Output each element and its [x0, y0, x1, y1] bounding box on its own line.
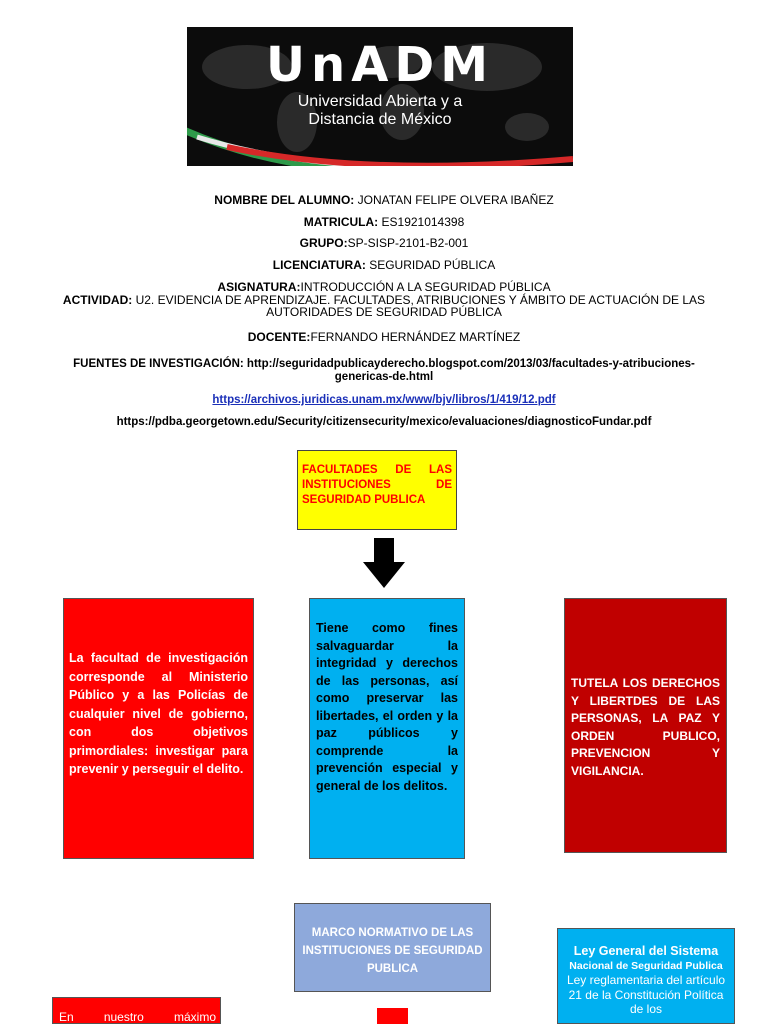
docente-value: FERNANDO HERNÁNDEZ MARTÍNEZ [310, 330, 521, 344]
ley-body: Ley reglamentaria del artículo 21 de la Constitución Política de los [566, 973, 726, 1016]
logo-subtitle-line2: Distancia de México [308, 111, 452, 128]
grupo-line [0, 236, 768, 250]
student-name-value: JONATAN FELIPE OLVERA IBAÑEZ [354, 193, 554, 207]
docente-line [0, 330, 768, 344]
facultades-title-box: FACULTADES DE LAS INSTITUCIONES DE SEGURIDAD PUBLICA [297, 450, 457, 530]
matricula-label: MATRICULA: [303, 215, 379, 229]
grupo-value: SP-SISP-2101-B2-001 [347, 236, 469, 250]
actividad-label: ACTIVIDAD: [62, 293, 133, 307]
asignatura-label: ASIGNATURA: [217, 280, 301, 294]
unadm-logo [187, 27, 573, 166]
ley-general-box [557, 928, 735, 1024]
fines-box: Tiene como fines salvaguardar la integridad y derechos de las personas, así como preservar las libertades, el orden y la paz públicos y comprende la prevención especial y general de los delitos. [309, 598, 465, 859]
sources-label: FUENTES DE INVESTIGACIÓN: [73, 358, 244, 370]
student-name-label: NOMBRE DEL ALUMNO: [214, 193, 355, 207]
small-red-box [377, 1008, 408, 1024]
logo-subtitle-line1: Universidad Abierta y a [297, 93, 463, 110]
asignatura-value: INTRODUCCIÓN A LA SEGURIDAD PÚBLICA [300, 280, 551, 294]
sources-line [60, 358, 708, 384]
ley-subtitle: Nacional de Seguridad Publica [569, 960, 723, 972]
licenciatura-value: SEGURIDAD PÚBLICA [365, 258, 496, 272]
grupo-label: GRUPO: [299, 236, 348, 250]
licenciatura-label: LICENCIATURA: [272, 258, 366, 272]
student-name-line [0, 193, 768, 207]
actividad-line [60, 294, 708, 318]
investigacion-box: La facultad de investigación corresponde al Ministerio Público y a las Policías de cualquier nivel de gobierno, con dos objetivos primordiales: investigar para prevenir y perseguir el delito. [63, 598, 254, 859]
actividad-value: U2. EVIDENCIA DE APRENDIZAJE. FACULTADES, ATRIBUCIONES Y ÁMBITO DE ACTUACIÓN DE LAS AUTORIDADES DE SEGURIDAD PÚBLICA [132, 293, 706, 319]
licenciatura-line [0, 258, 768, 272]
logo-title: UnADM [266, 37, 494, 93]
source-url-2[interactable]: https://archivos.juridicas.unam.mx/www/bjv/libros/1/419/12.pdf [212, 394, 556, 406]
arrow-down-icon [363, 538, 405, 588]
maximo-box: En nuestro máximo [52, 997, 221, 1024]
matricula-value: ES1921014398 [378, 215, 465, 229]
tutela-box: TUTELA LOS DERECHOS Y LIBERTDES DE LAS PERSONAS, LA PAZ Y ORDEN PUBLICO, PREVENCION Y VIGILANCIA. [564, 598, 727, 853]
matricula-line [0, 215, 768, 229]
source-url-1[interactable]: http://seguridadpublicayderecho.blogspot.com/2013/03/facultades-y-atribuciones-genericas-de.html [243, 358, 695, 383]
marco-normativo-box: MARCO NORMATIVO DE LAS INSTITUCIONES DE SEGURIDAD PUBLICA [294, 903, 491, 992]
ley-title: Ley General del Sistema [573, 944, 719, 958]
source-url-3[interactable]: https://pdba.georgetown.edu/Security/citizensecurity/mexico/evaluaciones/diagnosticoFundar.pdf [116, 416, 652, 428]
docente-label: DOCENTE: [247, 330, 311, 344]
asignatura-line [0, 280, 768, 294]
